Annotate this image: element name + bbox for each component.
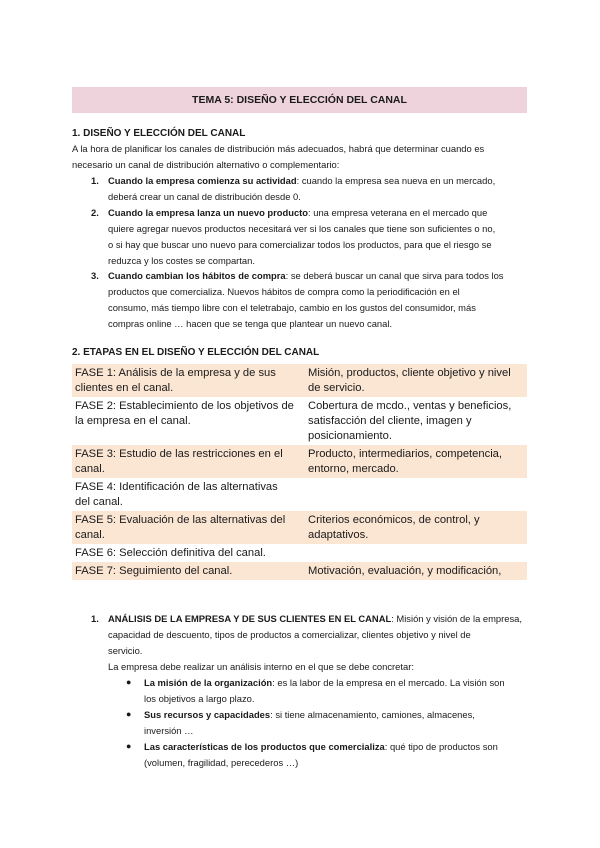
list-item-2-line-1 xyxy=(108,205,487,221)
bullet-1-bold: La misión de la organización xyxy=(144,677,273,688)
bullet-2-line-2: inversión … xyxy=(144,725,194,736)
section-1-intro-line-1: A la hora de planificar los canales de distribución más adecuados, habrá que determinar cuando es xyxy=(72,143,485,154)
bullet-icon: ● xyxy=(126,709,132,719)
cell-line: Cobertura de mcdo., ventas y beneficios, xyxy=(308,400,512,412)
table-cell-phase xyxy=(72,544,305,562)
phases-table xyxy=(72,364,527,580)
table-row xyxy=(72,397,527,445)
bullet-icon: ● xyxy=(126,741,132,751)
list-item-2-line-3: o si hay que buscar uno nuevo para comercializar todos los productos, para que el riesgo se xyxy=(108,239,492,250)
list-number: 1. xyxy=(91,613,99,624)
section-3-line-4: La empresa debe realizar un análisis interno en el que se debe concretar: xyxy=(108,661,414,672)
list-item-1-bold: Cuando la empresa comienza su actividad xyxy=(108,175,297,186)
cell-line: satisfacción del cliente, imagen y xyxy=(308,415,472,427)
document-title: TEMA 5: DISEÑO Y ELECCIÓN DEL CANAL xyxy=(192,94,407,106)
list-item-3-line-2: productos que comercializa. Nuevos hábitos de compra como la periodificación en el xyxy=(108,286,460,297)
section-3-rest: : Misión y visión de la empresa, xyxy=(391,613,522,624)
list-item-2-line-2: quiere agregar nuevos productos necesitará ver si los canales que tiene son suficientes o no, xyxy=(108,223,496,234)
section-3-line-2: capacidad de descuento, tipos de productos a comercializar, clientes objetivo y nivel de xyxy=(108,629,471,640)
bullet-2-line-1 xyxy=(144,707,475,723)
cell-line: clientes en el canal. xyxy=(75,382,174,394)
table-cell-detail xyxy=(305,445,527,478)
list-item-2-bold: Cuando la empresa lanza un nuevo producto xyxy=(108,207,309,218)
bullet-3-line-1 xyxy=(144,739,498,755)
bullet-3-bold: Las características de los productos que comercializa xyxy=(144,741,385,752)
cell-line: del canal. xyxy=(75,496,123,508)
cell-line: canal. xyxy=(75,529,105,541)
table-cell-detail xyxy=(305,562,527,580)
list-item-3-rest: : se deberá buscar un canal que sirva para todos los xyxy=(285,270,504,281)
bullet-icon: ● xyxy=(126,677,132,687)
list-number: 2. xyxy=(91,207,99,218)
bullet-1-line-1 xyxy=(144,675,505,691)
section-3-bold: ANÁLISIS DE LA EMPRESA Y DE SUS CLIENTES EN EL CANAL xyxy=(108,613,392,624)
table-cell-phase xyxy=(72,397,305,445)
table-cell-detail xyxy=(305,511,527,544)
section-1-heading: 1. DISEÑO Y ELECCIÓN DEL CANAL xyxy=(72,128,246,139)
cell-line: canal. xyxy=(75,463,105,475)
cell-line: de servicio. xyxy=(308,382,365,394)
table-row xyxy=(72,544,527,562)
list-item-3-bold: Cuando cambian los hábitos de compra xyxy=(108,270,286,281)
bullet-3-line-2: (volumen, fragilidad, perecederos …) xyxy=(144,757,299,768)
section-2-heading: 2. ETAPAS EN EL DISEÑO Y ELECCIÓN DEL CANAL xyxy=(72,347,320,358)
list-item-3-line-1 xyxy=(108,268,503,284)
cell-line: FASE 2: Establecimiento de los objetivos de xyxy=(75,400,294,412)
cell-line: FASE 5: Evaluación de las alternativas del xyxy=(75,514,286,526)
bullet-3-rest: : qué tipo de productos son xyxy=(384,741,498,752)
list-item-3-line-3: consumo, más tiempo libre con el teletrabajo, cambio en los gustos del consumidor, más xyxy=(108,302,476,313)
table-cell-phase xyxy=(72,364,305,397)
table-row xyxy=(72,445,527,478)
cell-line: Criterios económicos, de control, y xyxy=(308,514,480,526)
cell-line: FASE 6: Selección definitiva del canal. xyxy=(75,547,266,559)
bullet-2-rest: : si tiene almacenamiento, camiones, almacenes, xyxy=(270,709,475,720)
table-cell-phase xyxy=(72,511,305,544)
table-cell-phase xyxy=(72,478,305,511)
bullet-1-line-2: los objetivos a largo plazo. xyxy=(144,693,255,704)
table-cell-detail xyxy=(305,478,527,511)
list-number: 1. xyxy=(91,175,99,186)
cell-line: entorno, mercado. xyxy=(308,463,399,475)
table-cell-detail xyxy=(305,544,527,562)
table-cell-phase xyxy=(72,445,305,478)
list-item-1-line-1 xyxy=(108,173,495,189)
section-3-line-1 xyxy=(108,611,522,627)
section-3-line-3: servicio. xyxy=(108,645,143,656)
cell-line: FASE 3: Estudio de las restricciones en el xyxy=(75,448,283,460)
table-cell-detail xyxy=(305,364,527,397)
list-number: 3. xyxy=(91,270,99,281)
document-title-banner xyxy=(72,87,527,113)
list-item-1-rest: : cuando la empresa sea nueva en un mercado, xyxy=(296,175,496,186)
list-item-3-line-4: compras online … hacen que se tenga que plantear un nuevo canal. xyxy=(108,318,393,329)
cell-line: la empresa en el canal. xyxy=(75,415,191,427)
cell-line: FASE 1: Análisis de la empresa y de sus xyxy=(75,367,276,379)
section-1-intro-line-2: necesario un canal de distribución alternativo o complementario: xyxy=(72,159,340,170)
cell-line: adaptativos. xyxy=(308,529,369,541)
table-cell-phase xyxy=(72,562,305,580)
table-row xyxy=(72,478,527,511)
cell-line: Motivación, evaluación, y modificación, xyxy=(308,565,502,577)
cell-line: Producto, intermediarios, competencia, xyxy=(308,448,503,460)
table-cell-detail xyxy=(305,397,527,445)
cell-line: Misión, productos, cliente objetivo y nivel xyxy=(308,367,511,379)
bullet-2-bold: Sus recursos y capacidades xyxy=(144,709,271,720)
list-item-2-line-4: reduzca y los costes se compartan. xyxy=(108,255,255,266)
table-row xyxy=(72,511,527,544)
list-item-2-rest: : una empresa veterana en el mercado que xyxy=(308,207,488,218)
bullet-1-rest: : es la labor de la empresa en el mercado. La visión son xyxy=(272,677,505,688)
cell-line: FASE 7: Seguimiento del canal. xyxy=(75,565,233,577)
table-row xyxy=(72,364,527,397)
cell-line: FASE 4: Identificación de las alternativas xyxy=(75,481,278,493)
list-item-1-line-2: deberá crear un canal de distribución desde 0. xyxy=(108,191,301,202)
cell-line: posicionamiento. xyxy=(308,430,392,442)
table-row xyxy=(72,562,527,580)
